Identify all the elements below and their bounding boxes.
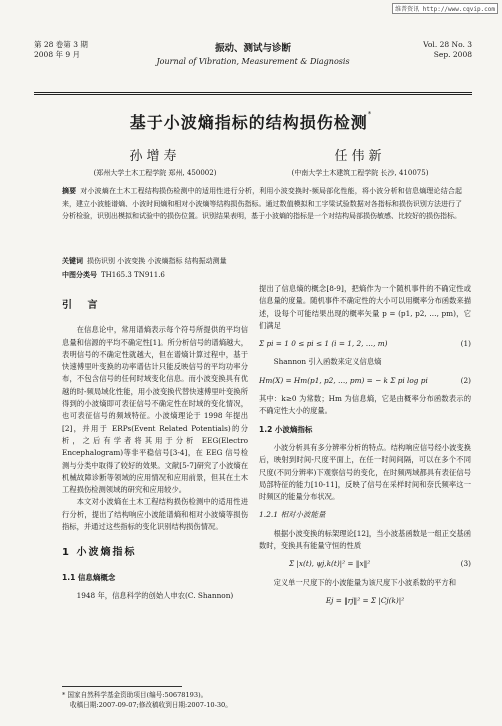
header-rule <box>34 92 472 93</box>
footnote-mark: * <box>62 691 66 699</box>
subsection-1-2-1-title: 1.2.1 相对小波能量 <box>259 510 326 520</box>
keywords <box>62 255 462 267</box>
abstract-label: 摘要 <box>62 187 77 195</box>
title-footnote-mark: * <box>367 110 373 118</box>
abstract-text: 对小波熵在土木工程结构损伤检测中的适用性进行分析，利用小波变换时-频局部化性能，将小波分析和信息熵理论结合起来，建立小波能谱熵、小波时间熵和相对小波熵等结构损伤指标。通过数值模拟和工字梁试验数据对各指标和损伤识别方法进行了分析检验，识别出模拟和试验中的损伤位置。识别结果表明，基于小波熵的指标是一个对结构局部损伤敏感、比较好的损伤指标。 <box>62 187 463 220</box>
body-left-column <box>62 296 248 602</box>
right-paragraph-1: 提出了信息熵的概念[8-9]，把熵作为一个随机事件的不确定性或信息量的度量。随机事件不确定性的大小可以用概率分布函数来描述，设每个可能结果出现的概率矢量 p = (p1, p2, …, pm)，它们满足 <box>259 284 471 330</box>
intro-paragraph-2: 本文对小波熵在土木工程结构损伤检测中的适用性进行分析，提出了结构响应小波能谱熵和相对小波熵等损伤指标，并通过这些指标的变化识别结构损伤情况。 <box>62 497 248 532</box>
journal-name-cn: 振动、测试与诊断 <box>214 43 291 54</box>
equation-4-body: Ej = ‖rj‖² = Σ |Cj(k)|² <box>325 595 405 605</box>
author-name: 孙增寿 <box>129 149 181 164</box>
abstract <box>62 185 462 223</box>
equation-1-body: Σ pi = 1 0 ≤ pi ≤ 1 (i = 1, 2, …, m) <box>259 339 388 349</box>
equation-2-body: Hm(X) = Hm(p1, p2, …, pm) = − k Σ pi log pi <box>259 375 428 385</box>
watermark: 维普资讯 http://www.cqvip.com <box>392 3 498 14</box>
journal-header <box>34 40 472 70</box>
footnote-received: 收稿日期:2007-09-07;修改稿收到日期:2007-10-30。 <box>70 701 232 709</box>
author-name: 任伟新 <box>334 149 386 164</box>
keywords-label: 关键词 <box>62 257 83 265</box>
equation-3-number: (3) <box>460 559 471 569</box>
equation-2 <box>259 375 471 387</box>
author-affiliation: (郑州大学土木工程学院 郑州, 450002) <box>93 169 217 177</box>
date-en: Sep. 2008 <box>433 50 472 59</box>
equation-1 <box>259 338 471 350</box>
header-rule-thin <box>34 94 472 95</box>
author-1 <box>60 145 250 178</box>
footnote <box>62 690 232 710</box>
keywords-text: 损伤识别 小波变换 小波熵指标 结构振动测量 <box>87 257 227 265</box>
subsection-1-1-text: 1948 年，信息科学的创始人申农(C. Shannon) <box>76 590 234 600</box>
equation-2-number: (2) <box>460 375 471 385</box>
equation-3 <box>259 558 471 570</box>
header-right <box>423 40 472 60</box>
right-paragraph-4: 小波分析具有多分辨率分析的特点。结构响应信号经小波变换后，映射到时间-尺度平面上，在任一时间间隔，可以在多个不同尺度(不同分辨率)下观察信号的变化，在时频两域都具有表征信号局部特征的能力[10-11]，反映了信号在采样时间和奈氏频率这一时频区的能量分布状况。 <box>259 442 471 502</box>
right-paragraph-2: Shannon 引入函数来定义信息熵 <box>273 357 382 367</box>
footnote-fund: 国家自然科学基金资助项目(编号:50678193)。 <box>67 691 208 699</box>
body-right-column <box>259 283 471 613</box>
volume-en: Vol. 28 No. 3 <box>423 40 472 49</box>
classification <box>62 269 462 281</box>
date-cn: 2008 年 9 月 <box>34 50 81 59</box>
header-center <box>34 40 472 66</box>
section-intro-title: 引 言 <box>62 300 104 311</box>
equation-3-body: Σ |x(t), ψj,k(t)|² = ‖x‖² <box>289 559 371 569</box>
clc-label: 中图分类号 <box>62 271 97 279</box>
author-affiliation: (中南大学土木建筑工程学院 长沙, 410075) <box>291 169 429 177</box>
subsection-1-2-title: 1.2 小波熵指标 <box>259 424 313 434</box>
right-paragraph-5: 根据小波变换的标架理论[12]，当小波基函数是一组正交基函数时，变换具有能量守恒的性质 <box>259 528 471 551</box>
section-1-title: 1 小波熵指标 <box>62 547 137 559</box>
title-text: 基于小波熵指标的结构损伤检测 <box>129 113 368 132</box>
equation-1-number: (1) <box>460 339 471 349</box>
author-2 <box>250 145 470 178</box>
volume-cn: 第 28 卷第 3 期 <box>34 40 88 49</box>
right-paragraph-6: 定义单一尺度下的小波能量为该尺度下小波系数的平方和 <box>273 577 457 587</box>
subsection-1-1-title: 1.1 信息熵概念 <box>62 572 116 582</box>
paper-title <box>0 110 502 133</box>
footnote-rule <box>62 686 182 687</box>
journal-name-en: Journal of Vibration, Measurement & Diagnosis <box>156 57 350 66</box>
intro-paragraph-1: 在信息论中，常用谱熵表示每个符号所提供的平均信息量和信源的平均不确定性[1]。所分析信号的谱熵越大，表明信号的不确定性就越大，但在谱熵计算过程中，基于快速傅里叶变换的功率谱估计只能反映信号的平均功率分布，不包含信号的任何时域变化信息。而小波变换具有优越的时-频局域化性能，用小波变换代替快速傅里叶变换所得到的小波熵即可表征信号不确定性在时域的变化情况，也可表征信号的频域特征。小波熵理论于 1998 年提出[2]，并用于 ERPs(Event Related Potentials)的分析，之后有学者将其用于分析 EEG(Electro Encephalogram)等非平稳信号[3-4]，在 EEG 信号检测与分类中取得了较好的效果。文献[5-7]研究了小波熵在机械故障诊断等领域的应用情况和应用前景，但其在土木工程损伤检测领域的研究和应用较少。 <box>62 325 248 495</box>
clc-text: TH165.3 TN911.6 <box>101 271 165 279</box>
equation-4 <box>259 595 471 607</box>
right-paragraph-3: 其中：k≥0 为常数；Hm 为信息熵，它是由概率分布函数表示的不确定性大小的度量。 <box>259 394 471 416</box>
